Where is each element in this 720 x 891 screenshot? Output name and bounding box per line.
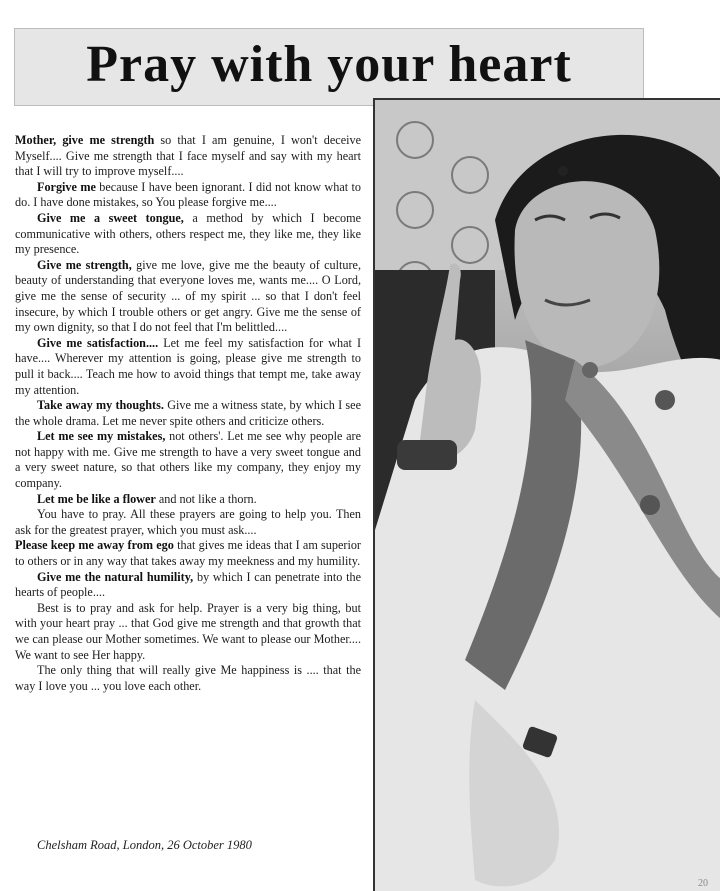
prayer-heading: Forgive me	[37, 179, 96, 194]
prayer-heading: Give me strength,	[37, 257, 132, 272]
title-banner	[14, 28, 644, 106]
portrait-photo	[373, 98, 720, 891]
prayer-heading: Let me be like a flower	[37, 491, 156, 506]
prayer-paragraph	[15, 570, 361, 601]
prayer-body: so that I am genuine, I won't deceive Myself.... Give me strength that I face myself and say with my heart that I will try to improve myself....	[15, 133, 361, 179]
prayer-body: The only thing that will really give Me happiness is .... that the way I love you ... you love each other.	[15, 663, 361, 693]
prayer-heading: Give me the natural humility,	[37, 569, 194, 584]
prayer-paragraph	[15, 180, 361, 211]
prayer-body: and not like a thorn.	[155, 491, 257, 506]
portrait-illustration	[375, 100, 720, 891]
prayer-body: Give me a witness state, by which I see the whole drama. Let me never spite others and criticize others.	[15, 398, 361, 428]
prayer-text	[15, 133, 361, 694]
prayer-body: because I have been ignorant. I did not know what to do. I have done mistakes, so You please forgive me....	[15, 179, 361, 210]
page-title: Pray with your heart	[86, 36, 572, 93]
prayer-paragraph	[15, 429, 361, 491]
prayer-body: You have to pray. All these prayers are going to help you. Then ask for the greatest prayer, which you must ask....	[15, 507, 361, 537]
prayer-paragraph	[15, 601, 361, 663]
prayer-body: not others'. Let me see why people are not happy with me. Give me strength to have a very sweet tongue and a very sweet nature, so that others like my company, they enjoy my company.	[15, 429, 361, 491]
prayer-heading: Give me a sweet tongue,	[37, 210, 184, 225]
prayer-body: Let me feel my satisfaction for what I have.... Wherever my attention is going, please give me strength to pull it back.... Teach me how to avoid things that tempt me, take away my attention.	[15, 335, 361, 397]
prayer-paragraph	[15, 211, 361, 258]
prayer-paragraph	[15, 336, 361, 398]
signature-line: Chelsham Road, London, 26 October 1980	[37, 838, 252, 852]
prayer-paragraph	[15, 492, 361, 508]
prayer-body: a method by which I become communicative with others, others respect me, they like me, they like my presence.	[15, 210, 361, 257]
prayer-paragraph	[15, 507, 361, 538]
prayer-heading: Please keep me away from ego	[15, 538, 174, 553]
prayer-heading: Give me satisfaction....	[37, 335, 159, 350]
prayer-paragraph	[15, 133, 361, 180]
prayer-body: that gives me ideas that I am superior to others or in any way that takes away my meekness and my humility.	[15, 538, 361, 569]
prayer-heading: Take away my thoughts.	[37, 398, 164, 413]
prayer-paragraph	[15, 663, 361, 694]
prayer-paragraph	[15, 258, 361, 336]
prayer-paragraph	[15, 398, 361, 429]
prayer-body: give me love, give me the beauty of culture, beauty of understanding that everyone loves me, wants me.... O Lord, give me the sense of security ... of my spirit ... so that I don't feel insecure, by which I trouble others or get angry. Give me the sense of my own dignity, so that I do not feel that I'm belittled....	[15, 257, 361, 335]
prayer-heading: Mother, give me strength	[15, 133, 155, 147]
prayer-body: by which I can penetrate into the hearts of people....	[15, 569, 361, 600]
prayer-paragraph	[15, 538, 361, 569]
prayer-heading: Let me see my mistakes,	[37, 429, 166, 444]
page-number: 20	[698, 878, 708, 889]
prayer-body: Best is to pray and ask for help. Prayer is a very big thing, but with your heart pray ... that God give me strength and that growth that we can please our Mother sometimes. We want to please our Mother.... We want to see Her happy.	[15, 600, 361, 662]
